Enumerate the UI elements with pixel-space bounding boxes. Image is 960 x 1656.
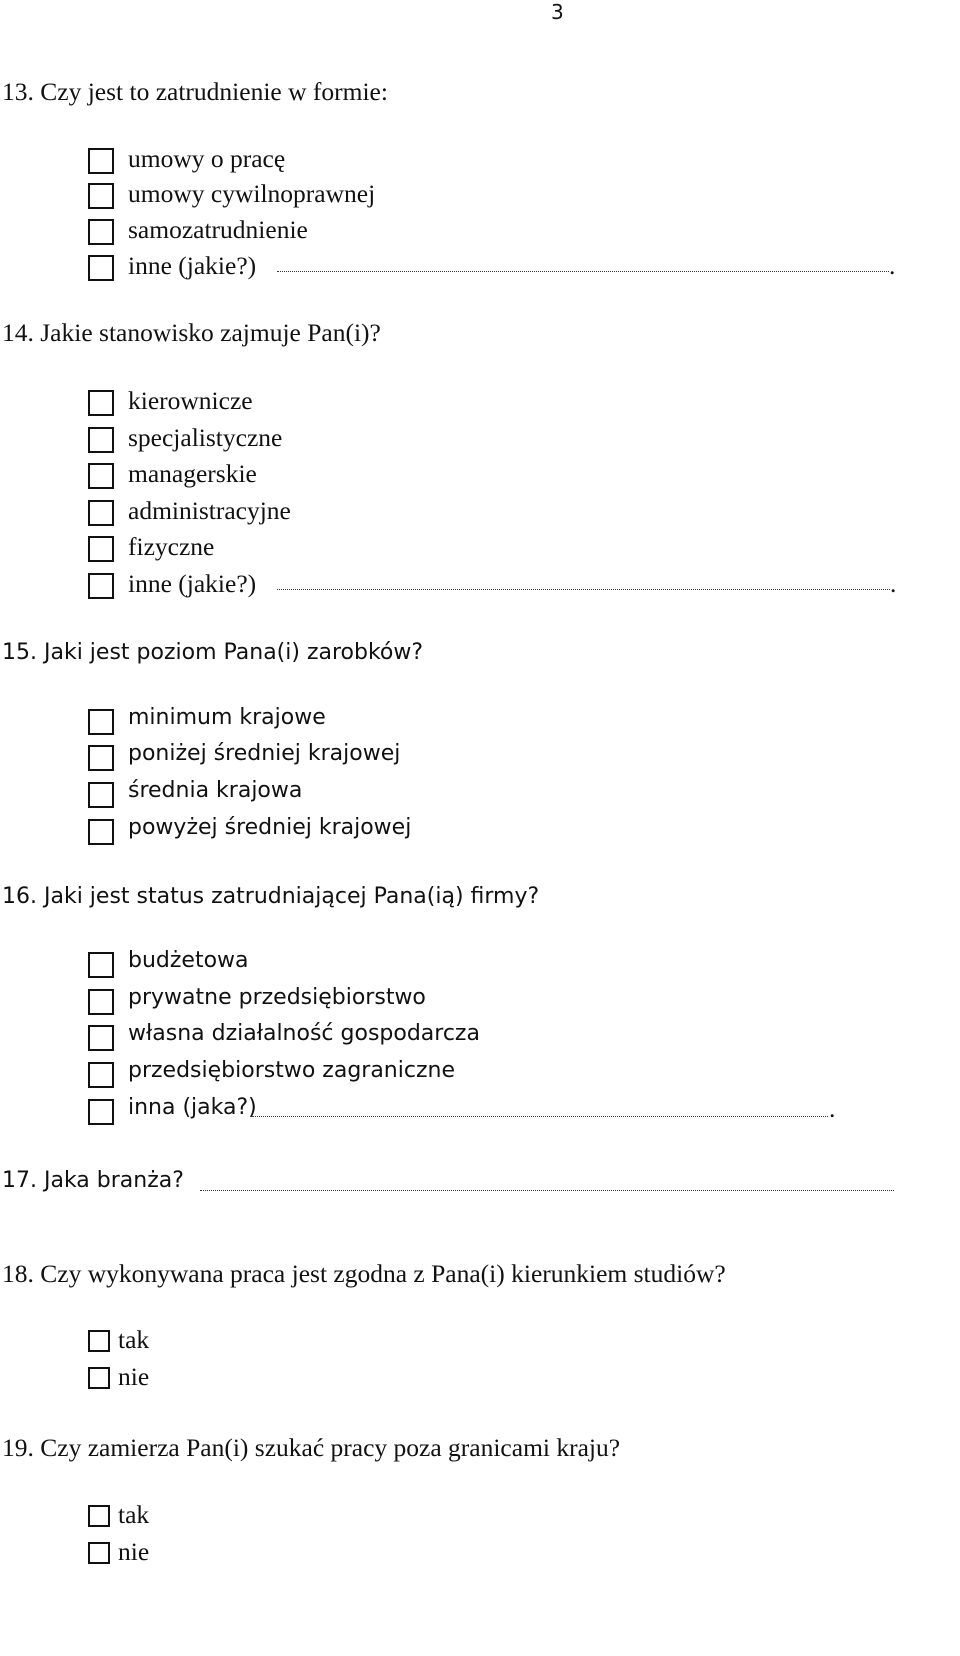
checkbox-icon[interactable] xyxy=(88,536,114,562)
checkbox-icon[interactable] xyxy=(88,219,114,245)
dotted-fill-line xyxy=(277,271,889,272)
write-in-line[interactable]: . xyxy=(277,251,897,281)
checkbox-icon[interactable] xyxy=(88,1367,110,1389)
question-18-title: 18. Czy wykonywana praca jest zgodna z Pana(i) kierunkiem studiów? xyxy=(2,1259,726,1288)
write-in-line[interactable] xyxy=(200,1170,900,1200)
checkbox-icon[interactable] xyxy=(88,148,114,174)
dotted-fill-line xyxy=(277,589,890,590)
question-15-title: 15. Jaki jest poziom Pana(i) zarobków? xyxy=(2,640,424,665)
checkbox-icon[interactable] xyxy=(88,1099,114,1125)
checkbox-icon[interactable] xyxy=(88,952,114,978)
checkbox-icon[interactable] xyxy=(88,782,114,808)
checkbox-icon[interactable] xyxy=(88,255,114,281)
checkbox-icon[interactable] xyxy=(88,1025,114,1051)
question-17-title: 17. Jaka branża? xyxy=(2,1168,184,1193)
page: 3 13. Czy jest to zatrudnienie w formie: umowy o pracę umowy cywilnoprawnej samozatrudnienie inne (jakie?) . 14. Jakie stanowisko zajmuje Pan(i)? kierownicze specjalistyczne managerskie administracyjne fizyczne inne (jakie?) . 15. Jaki jest poziom Pana(i) zarobków? minimum krajowe poniżej średniej krajowej średnia krajowa powyżej średniej krajowej 16. Jaki jest status zatrudniającej Pana(ią) firmy? budżetowa prywatne przedsiębiorstwo własna działalność gospodarcza przedsiębiorstwo zagraniczne inna (jaka?) . 17. Jaka branża? 18. Czy wykonywana praca jest zgodna z Pana(i) kierunkiem studiów? tak nie 19. Czy zamierza Pan(i) szukać pracy poza granicami kraju? tak nie xyxy=(0,0,960,1656)
checkbox-icon[interactable] xyxy=(88,500,114,526)
question-19-title: 19. Czy zamierza Pan(i) szukać pracy poza granicami kraju? xyxy=(2,1433,621,1462)
question-16-title: 16. Jaki jest status zatrudniającej Pana(ią) firmy? xyxy=(2,884,540,909)
checkbox-icon[interactable] xyxy=(88,989,114,1015)
checkbox-icon[interactable] xyxy=(88,390,114,416)
checkbox-icon[interactable] xyxy=(88,1062,114,1088)
checkbox-icon[interactable] xyxy=(88,573,114,599)
checkbox-icon[interactable] xyxy=(88,1542,110,1564)
dotted-fill-line xyxy=(252,1116,828,1117)
checkbox-icon[interactable] xyxy=(88,1505,110,1527)
checkbox-icon[interactable] xyxy=(88,819,114,845)
checkbox-icon[interactable] xyxy=(88,183,114,209)
checkbox-icon[interactable] xyxy=(88,709,114,735)
dotted-fill-line xyxy=(200,1190,894,1191)
checkbox-icon[interactable] xyxy=(88,745,114,771)
page-number: 3 xyxy=(551,0,564,24)
question-14-title: 14. Jakie stanowisko zajmuje Pan(i)? xyxy=(2,318,381,347)
write-in-line[interactable]: . xyxy=(277,569,897,599)
checkbox-icon[interactable] xyxy=(88,1330,110,1352)
checkbox-icon[interactable] xyxy=(88,463,114,489)
checkbox-icon[interactable] xyxy=(88,427,114,453)
write-in-line[interactable]: . xyxy=(252,1096,872,1126)
question-13-title: 13. Czy jest to zatrudnienie w formie: xyxy=(2,77,388,106)
